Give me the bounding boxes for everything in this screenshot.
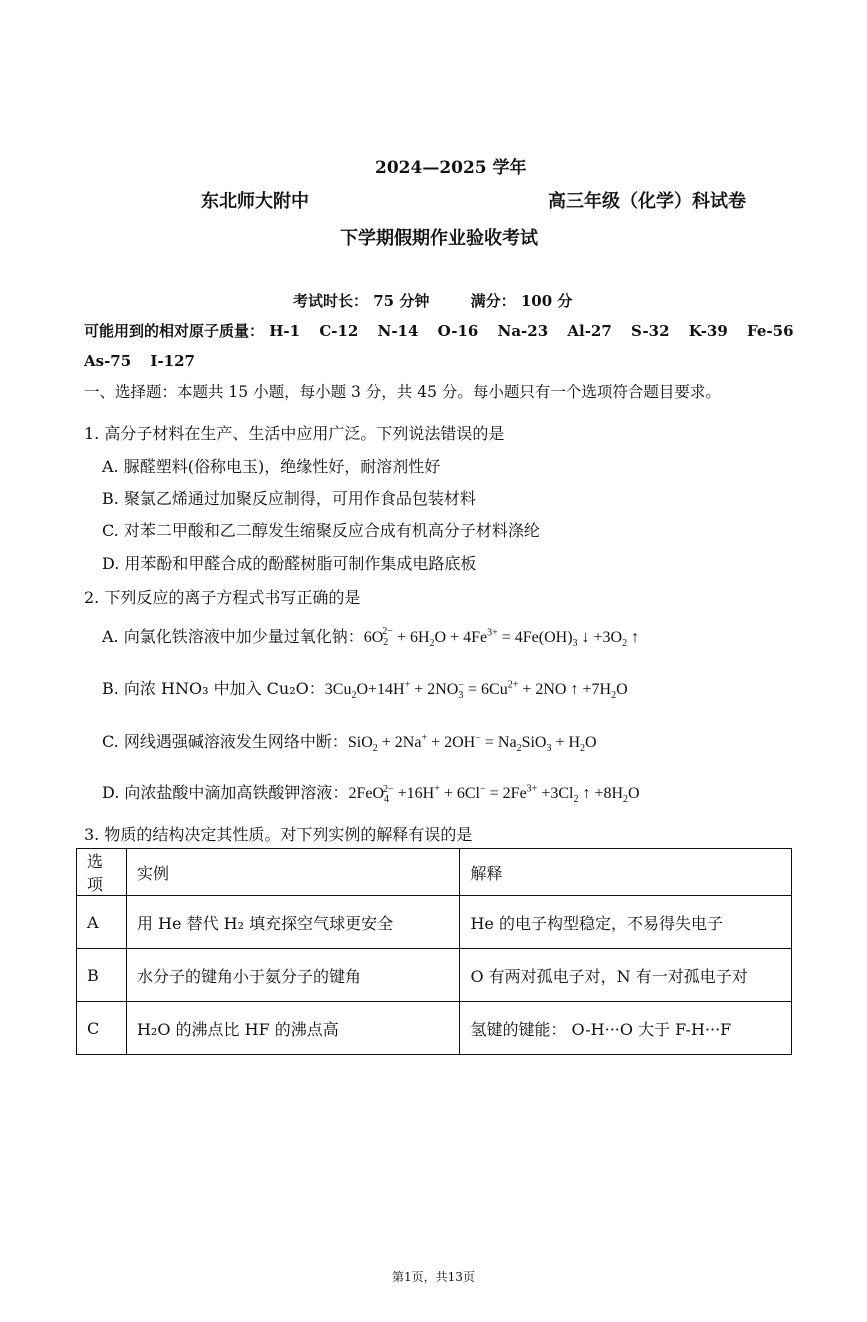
atomic-mass-item: S-32 [631,322,670,340]
atomic-mass-item: C-12 [319,322,359,340]
table-cell-explanation: 氢键的键能： O-H···O 大于 F-H···F [460,1002,792,1055]
table-header-option: 选项 [77,849,127,896]
exam-info [293,290,572,311]
table-cell-example: H₂O 的沸点比 HF 的沸点高 [126,1002,460,1055]
atomic-mass-line-1 [84,320,794,341]
q2-option-b-equation: $3Cu_2O+14H^+ + 2NO_3^- = 6Cu^{2+} + 2NO$ ↑ $+7H_2O$ [324,679,628,702]
exam-year: 2024—2025 学年 [375,158,527,178]
atomic-mass-item: O-16 [437,322,479,340]
q3-table [76,848,792,1055]
atomic-mass-item: Na-23 [497,322,549,340]
atomic-mass-item: Fe-56 [747,322,794,340]
table-cell-explanation: O 有两对孤电子对，N 有一对孤电子对 [460,949,792,1002]
q1-option-d: D. 用苯酚和甲醛合成的酚醛树脂可制作集成电路底板 [102,554,477,573]
table-cell-example: 水分子的键角小于氨分子的键角 [126,949,460,1002]
table-row [77,896,792,949]
table-header-row [77,849,792,896]
school-name: 东北师大附中 [201,191,309,212]
q2-option-d-equation: $2FeO_4^{2-} +16H^+ + 6Cl^- = 2Fe^{3+} +3Cl_2$ ↑ $+8H_2O$ [348,783,640,806]
atomic-mass-item: H-1 [269,322,301,340]
atomic-mass-item: N-14 [377,322,419,340]
atomic-mass-item: I-127 [150,352,195,370]
table-header-explanation: 解释 [460,849,792,896]
table-cell-option: B [77,949,127,1002]
table-cell-option: A [77,896,127,949]
q1-option-a: A. 脲醛塑料(俗称电玉)，绝缘性好，耐溶剂性好 [102,457,441,476]
atomic-mass-line-2 [84,352,195,370]
table-cell-explanation: He 的电子构型稳定，不易得失电子 [460,896,792,949]
q2-option-c-text: C. 网线遇强碱溶液发生网络中断： [102,732,348,751]
table-row [77,1002,792,1055]
table-row [77,949,792,1002]
q3-stem: 3. 物质的结构决定其性质。对下列实例的解释有误的是 [84,825,473,844]
score-value: 100 分 [520,292,573,310]
q2-option-b-text: B. 向浓 HNO₃ 中加入 Cu₂O： [102,679,325,698]
q1-stem: 1. 高分子材料在生产、生活中应用广泛。下列说法错误的是 [84,424,505,443]
atomic-mass-label: 可能用到的相对原子质量： [84,322,265,340]
table-header-example: 实例 [126,849,460,896]
q2-stem: 2. 下列反应的离子方程式书写正确的是 [84,588,361,607]
q2-option-b [102,676,628,701]
q2-option-a [102,624,639,649]
atomic-mass-item: Al-27 [567,322,612,340]
atomic-mass-item: K-39 [688,322,728,340]
q1-option-c: C. 对苯二甲酸和乙二醇发生缩聚反应合成有机高分子材料涤纶 [102,521,540,540]
q2-option-a-equation: $6O_2^{2-} + 6H_2O + 4Fe^{3+} = 4Fe(OH)_3$ ↓ $+3O_2$ ↑ [363,626,640,650]
q2-option-c-equation: $SiO_2 + 2Na^+ + 2OH^- = Na_2SiO_3 + H_2O$ [347,732,597,755]
grade-subject: 高三年级（化学）科试卷 [548,191,746,212]
q2-option-c [102,729,597,754]
table-cell-option: C [77,1002,127,1055]
exam-name: 下学期假期作业验收考试 [340,228,538,249]
atomic-mass-item: As-75 [84,352,132,370]
duration-label: 考试时长： [293,292,369,310]
q1-option-b: B. 聚氯乙烯通过加聚反应制得，可用作食品包装材料 [102,489,476,508]
q2-option-d-text: D. 向浓盐酸中滴加高铁酸钾溶液： [102,783,349,802]
table-cell-example: 用 He 替代 H₂ 填充探空气球更安全 [126,896,460,949]
section-title: 一、选择题：本题共 15 小题，每小题 3 分，共 45 分。每小题只有一个选项符合题目要求。 [84,383,721,401]
q2-option-a-text: A. 向氯化铁溶液中加少量过氧化钠： [102,627,364,646]
score-label: 满分： [470,292,516,310]
duration-value: 75 分钟 [373,292,430,310]
page-number: 第1页，共13页 [392,1270,475,1284]
q2-option-d [102,780,640,805]
